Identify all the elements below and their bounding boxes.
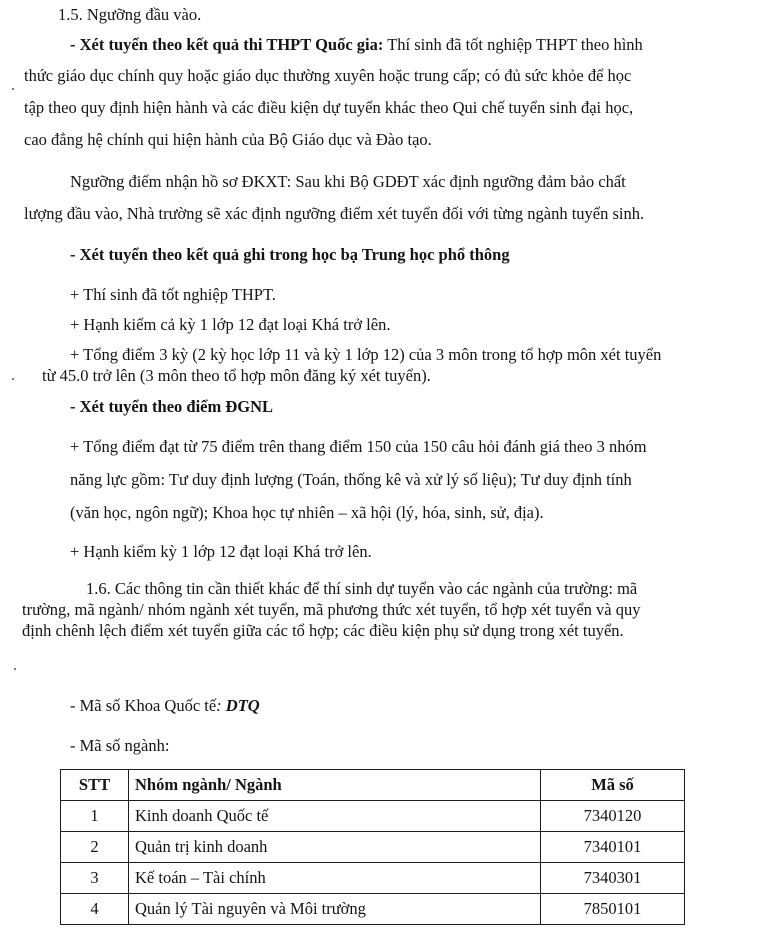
dgnl-title: - Xét tuyển theo điểm ĐGNL bbox=[70, 397, 274, 416]
table-row bbox=[61, 801, 685, 832]
dgnl-item-1-line-1: + Tổng điểm đạt từ 75 điểm trên thang điểm 150 của 150 câu hỏi đánh giá theo 3 nhóm bbox=[70, 437, 647, 456]
faculty-code-line bbox=[70, 696, 260, 716]
table-row bbox=[61, 832, 685, 863]
row-major-code: 7850101 bbox=[541, 894, 685, 925]
header-major-group: Nhóm ngành/ Ngành bbox=[129, 770, 541, 801]
section-1-6-line-3: định chênh lệch điểm xét tuyển giữa các tổ hợp; các điều kiện phụ sử dụng trong xét tuyển. bbox=[22, 621, 624, 640]
thpt-text-2: thức giáo dục chính quy hoặc giáo dục thường xuyên hoặc trung cấp; có đủ sức khỏe để học bbox=[24, 66, 632, 85]
row-major-name: Kế toán – Tài chính bbox=[129, 863, 541, 894]
row-stt: 2 bbox=[61, 832, 129, 863]
hocba-item-3-line-1: + Tổng điểm 3 kỳ (2 kỳ học lớp 11 và kỳ 1 lớp 12) của 3 môn trong tổ hợp môn xét tuyển bbox=[70, 345, 662, 364]
table-row bbox=[61, 894, 685, 925]
table-row bbox=[61, 863, 685, 894]
scan-speck bbox=[12, 88, 14, 90]
dgnl-item-2: + Hạnh kiểm kỳ 1 lớp 12 đạt loại Khá trở lên. bbox=[70, 542, 372, 561]
hocba-item-3-line-2: từ 45.0 trở lên (3 môn theo tổ hợp môn đăng ký xét tuyển). bbox=[42, 366, 431, 385]
row-major-name: Quản lý Tài nguyên và Môi trường bbox=[129, 894, 541, 925]
header-code: Mã số bbox=[541, 770, 685, 801]
row-major-code: 7340101 bbox=[541, 832, 685, 863]
scan-speck bbox=[14, 668, 16, 670]
section-1-6-line-1: 1.6. Các thông tin cần thiết khác để thí sinh dự tuyển vào các ngành của trường: mã bbox=[86, 579, 638, 598]
thpt-text-4: cao đẳng hệ chính qui hiện hành của Bộ Giáo dục và Đào tạo. bbox=[24, 130, 432, 149]
row-stt: 4 bbox=[61, 894, 129, 925]
major-code-label: - Mã số ngành: bbox=[70, 736, 170, 755]
row-major-code: 7340120 bbox=[541, 801, 685, 832]
section-heading-1-5: 1.5. Ngưỡng đầu vào. bbox=[58, 5, 202, 24]
thpt-title: - Xét tuyển theo kết quả thi THPT Quốc gia: bbox=[70, 35, 384, 54]
faculty-code-colon: : bbox=[216, 696, 226, 715]
row-major-name: Kinh doanh Quốc tế bbox=[129, 801, 541, 832]
row-stt: 1 bbox=[61, 801, 129, 832]
header-stt: STT bbox=[61, 770, 129, 801]
hocba-title: - Xét tuyển theo kết quả ghi trong học bạ Trung học phổ thông bbox=[70, 245, 510, 264]
faculty-code-label: - Mã số Khoa Quốc tế bbox=[70, 696, 217, 715]
hocba-item-2: + Hạnh kiểm cả kỳ 1 lớp 12 đạt loại Khá trở lên. bbox=[70, 315, 391, 334]
thpt-paragraph-line-1 bbox=[70, 35, 643, 55]
dgnl-item-1-line-3: (văn học, ngôn ngữ); Khoa học tự nhiên – xã hội (lý, hóa, sinh, sử, địa). bbox=[70, 503, 544, 522]
dgnl-item-1-line-2: năng lực gồm: Tư duy định lượng (Toán, thống kê và xử lý số liệu); Tư duy định tính bbox=[70, 470, 632, 489]
row-stt: 3 bbox=[61, 863, 129, 894]
section-1-6-line-2: trường, mã ngành/ nhóm ngành xét tuyển, mã phương thức xét tuyển, tổ hợp xét tuyển và quy bbox=[22, 600, 641, 619]
row-major-name: Quản trị kinh doanh bbox=[129, 832, 541, 863]
scan-speck bbox=[12, 378, 14, 380]
row-major-code: 7340301 bbox=[541, 863, 685, 894]
hocba-item-1: + Thí sinh đã tốt nghiệp THPT. bbox=[70, 285, 276, 304]
major-codes-table bbox=[60, 769, 685, 925]
threshold-text-2: lượng đầu vào, Nhà trường sẽ xác định ngưỡng điểm xét tuyển đối với từng ngành tuyển sinh. bbox=[24, 204, 645, 223]
faculty-code-value: DTQ bbox=[225, 696, 260, 715]
thpt-text-1: Thí sinh đã tốt nghiệp THPT theo hình bbox=[383, 35, 643, 54]
threshold-text-1: Ngưỡng điểm nhận hồ sơ ĐKXT: Sau khi Bộ GDĐT xác định ngưỡng đảm bảo chất bbox=[70, 172, 626, 191]
thpt-text-3: tập theo quy định hiện hành và các điều kiện dự tuyển khác theo Qui chế tuyển sinh đại học, bbox=[24, 98, 634, 117]
table-header-row bbox=[61, 770, 685, 801]
